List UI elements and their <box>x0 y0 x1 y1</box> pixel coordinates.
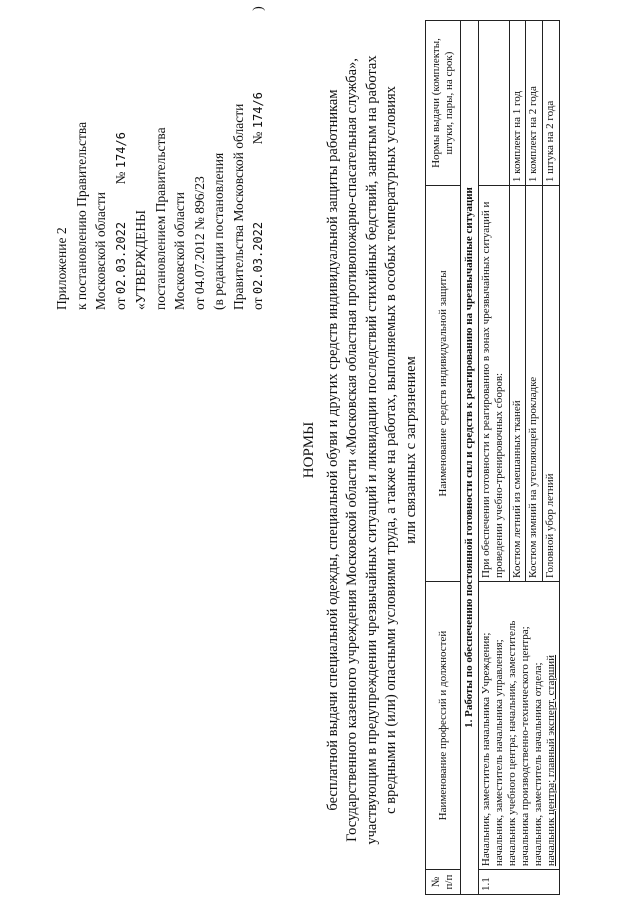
region-name: Московской области <box>93 191 108 310</box>
title-line: бесплатной выдачи специальной одежды, специальной обуви и других средств индивидуальной защиты работникам <box>324 89 341 811</box>
profession-line: начальник, заместитель начальника отдела; <box>532 662 544 867</box>
item-norm <box>479 21 510 186</box>
norms-table <box>425 20 560 895</box>
approval-block <box>52 6 269 310</box>
title-line: участвующим в предупреждении чрезвычайных ситуаций и ликвидации последствий стихийных бедствий, занятым на работах <box>363 55 380 845</box>
original-decree: от 04.07.2012 № 896/23 <box>191 176 207 310</box>
profession-cell <box>479 581 560 869</box>
profession-line: начальник центра; главный эксперт, старший <box>545 654 557 867</box>
item-norm: 1 штука на 2 года <box>543 21 560 186</box>
table-header-row <box>426 21 461 895</box>
section-row <box>461 21 479 895</box>
document-title <box>300 15 421 885</box>
approved-label: «УТВЕРЖДЕНЫ <box>133 210 148 310</box>
approved-region: Московской области <box>172 191 187 310</box>
section-title: 1. Работы по обеспечению постоянной готовности сил и средств к реагированию на чрезвычайные ситуации <box>461 21 479 895</box>
row-number: 1.1 <box>479 870 560 895</box>
profession-line: Начальник, заместитель начальника Учреждения; <box>480 632 492 867</box>
approved-by: постановлением Правительства <box>152 127 168 310</box>
appendix-label: Приложение 2 <box>54 227 69 310</box>
profession-line: начальника производственно-технического центра; <box>519 626 531 867</box>
header-item: Наименование средств индивидуальной защиты <box>426 186 461 582</box>
item-name: Костюм зимний на утепляющей прокладке <box>526 186 543 582</box>
revision-note: (в редакции постановления <box>211 152 226 310</box>
header-number: № п/п <box>426 870 461 895</box>
profession-line: начальник учебного центра; начальник, заместитель <box>506 620 518 867</box>
revision-date: 02.03.2022 <box>251 221 265 295</box>
decree-date-line: от 02.03.2022 № 174/6 <box>112 132 128 310</box>
profession-line: начальник, заместитель начальника управления; <box>493 639 505 867</box>
header-norm: Нормы выдачи (комплекты, штуки, пары, на срок) <box>426 21 461 186</box>
decree-date: 02.03.2022 <box>113 221 128 295</box>
revision-authority: Правительства Московской области <box>230 103 246 310</box>
item-norm: 1 комплект на 1 год <box>509 21 526 186</box>
revision-date-line: от 02.03.2022 № 174/6 ) <box>250 6 265 310</box>
title-heading: НОРМЫ <box>301 421 317 479</box>
item-name: Костюм летний из смешанных тканей <box>509 186 526 582</box>
title-line: с вредными и (или) опасными условиями труда, а также на работах, выполняемых в особых температурных условиях <box>383 86 399 814</box>
decree-number: 174/6 <box>113 132 128 169</box>
item-norm: 1 комплект на 2 года <box>526 21 543 186</box>
decree-reference: к постановлению Правительства <box>73 121 89 310</box>
title-line: или связанных с загрязнением <box>402 356 419 544</box>
table-row <box>479 21 510 895</box>
item-name: При обеспечении готовности к реагированию в зонах чрезвычайных ситуаций и проведении учебно-тренировочных сборов: <box>479 186 510 582</box>
item-name: Головной убор летний <box>543 186 560 582</box>
title-line: Государственного казенного учреждения Московской области «Московская областная противопожарно-спасательная служба», <box>344 58 360 842</box>
revision-number: 174/6 <box>251 92 265 129</box>
header-profession: Наименование профессий и должностей <box>426 581 461 869</box>
